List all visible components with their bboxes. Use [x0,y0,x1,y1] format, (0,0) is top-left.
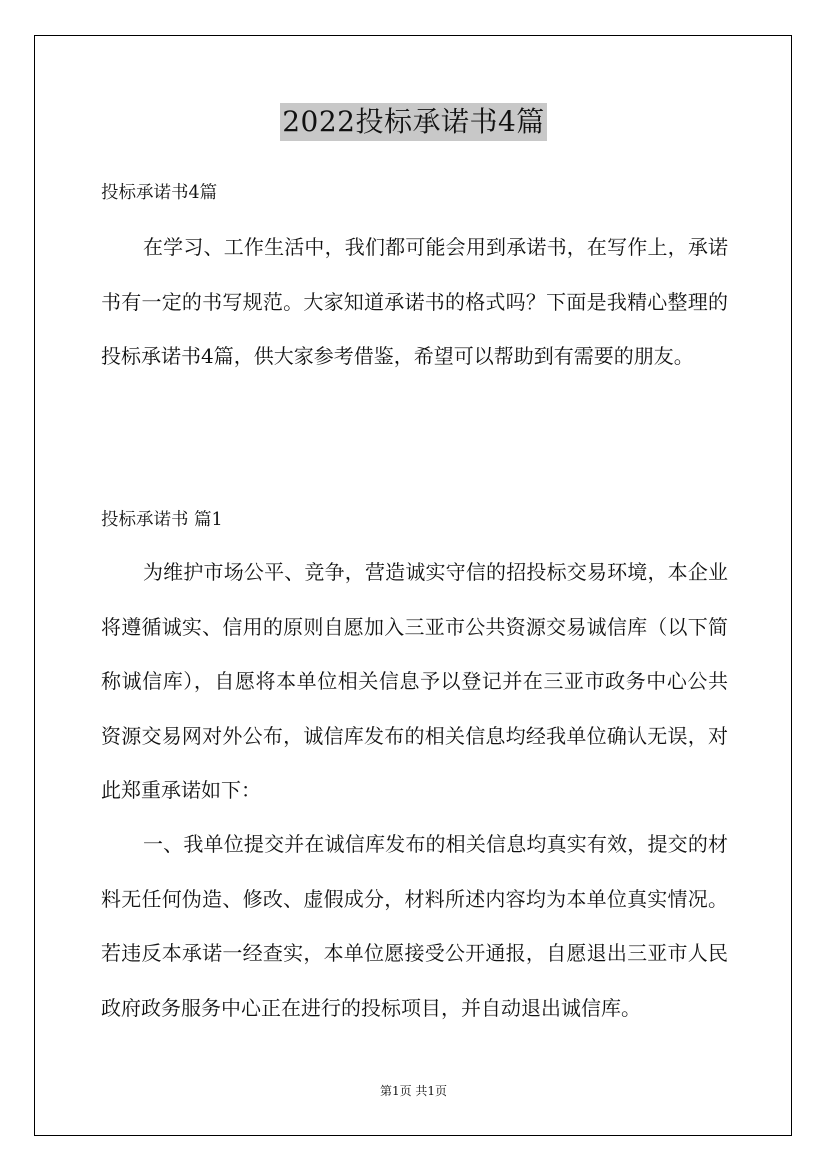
section-1-paragraph-2: 一、我单位提交并在诚信库发布的相关信息均真实有效，提交的材料无任何伪造、修改、虚假成分，材料所述内容均为本单位真实情况。若违反本承诺一经查实，本单位愿接受公开通报，自愿退出三亚市人民政府政务服务中心正在进行的投标项目，并自动退出诚信库。 [101,832,728,1020]
title-container [0,103,827,141]
page-footer: 第1页 共1页 [379,1084,448,1098]
document-subtitle: 投标承诺书4篇 [101,183,218,203]
document-title: 2022投标承诺书4篇 [280,103,547,141]
section-heading-1: 投标承诺书 篇1 [101,510,223,530]
section-1-paragraph-1: 为维护市场公平、竞争，营造诚实守信的招投标交易环境，本企业将遵循诚实、信用的原则自愿加入三亚市公共资源交易诚信库（以下简称诚信库），自愿将本单位相关信息予以登记并在三亚市政务中心公共资源交易网对外公布，诚信库发布的相关信息均经我单位确认无误，对此郑重承诺如下： [101,560,728,802]
intro-paragraph: 在学习、工作生活中，我们都可能会用到承诺书，在写作上，承诺书有一定的书写规范。大家知道承诺书的格式吗？下面是我精心整理的投标承诺书4篇，供大家参考借鉴，希望可以帮助到有需要的朋友。 [101,235,728,368]
